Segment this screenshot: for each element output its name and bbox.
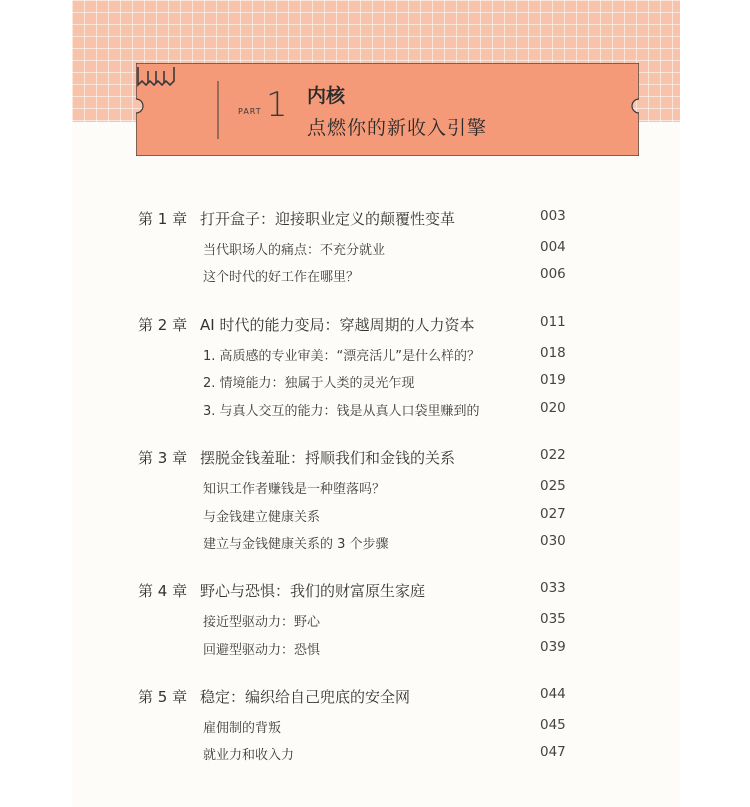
page-number: 004 (540, 239, 566, 255)
part-label: PART (238, 107, 262, 116)
section-title[interactable]: 就业力和收入力 (203, 748, 295, 763)
page-number: 033 (540, 580, 566, 596)
page-number: 022 (540, 447, 566, 463)
part-subtitle: 点燃你的新收入引擎 (307, 117, 488, 139)
page-number: 027 (540, 506, 566, 522)
page-number: 047 (540, 744, 566, 760)
section-title[interactable]: 知识工作者赚钱是一种堕落吗？ (203, 482, 386, 497)
chapter-title[interactable]: 稳定：编织给自己兜底的安全网 (200, 688, 411, 706)
book-page (72, 0, 680, 807)
chapter-label: 第 4 章 (138, 582, 188, 600)
section-title[interactable]: 建立与金钱健康关系的 3 个步骤 (203, 537, 389, 552)
part-number: 1 (266, 85, 288, 125)
page-number: 030 (540, 533, 566, 549)
page-number: 025 (540, 478, 566, 494)
chapter-title[interactable]: 野心与恐惧：我们的财富原生家庭 (200, 582, 426, 600)
section-title[interactable]: 当代职场人的痛点：不充分就业 (203, 243, 386, 258)
section-title[interactable]: 回避型驱动力：恐惧 (203, 643, 321, 658)
page-number: 011 (540, 314, 566, 330)
chapter-label: 第 5 章 (138, 688, 188, 706)
page-number: 018 (540, 345, 566, 361)
page-number: 045 (540, 717, 566, 733)
section-title[interactable]: 2. 情境能力：独属于人类的灵光乍现 (203, 376, 415, 391)
chapter-label: 第 1 章 (138, 210, 188, 228)
chapter-title[interactable]: AI 时代的能力变局：穿越周期的人力资本 (200, 316, 475, 334)
chapter-title[interactable]: 打开盒子：迎接职业定义的颠覆性变革 (200, 210, 456, 228)
chapter-title[interactable]: 摆脱金钱羞耻：捋顺我们和金钱的关系 (200, 449, 456, 467)
section-title[interactable]: 接近型驱动力：野心 (203, 615, 321, 630)
table-of-contents (72, 0, 680, 807)
chapter-label: 第 2 章 (138, 316, 188, 334)
page-number: 020 (540, 400, 566, 416)
part-title: 内核 (307, 85, 346, 107)
page-number: 003 (540, 208, 566, 224)
section-title[interactable]: 与金钱建立健康关系 (203, 510, 321, 525)
page-number: 019 (540, 372, 566, 388)
section-title[interactable]: 1. 高质感的专业审美：“漂亮活儿”是什么样的？ (203, 349, 481, 364)
page-number: 039 (540, 639, 566, 655)
section-title[interactable]: 3. 与真人交互的能力：钱是从真人口袋里赚到的 (203, 404, 480, 419)
section-title[interactable]: 雇佣制的背叛 (203, 721, 282, 736)
page-number: 044 (540, 686, 566, 702)
chapter-label: 第 3 章 (138, 449, 188, 467)
page-number: 035 (540, 611, 566, 627)
page-number: 006 (540, 266, 566, 282)
section-title[interactable]: 这个时代的好工作在哪里？ (203, 270, 360, 285)
